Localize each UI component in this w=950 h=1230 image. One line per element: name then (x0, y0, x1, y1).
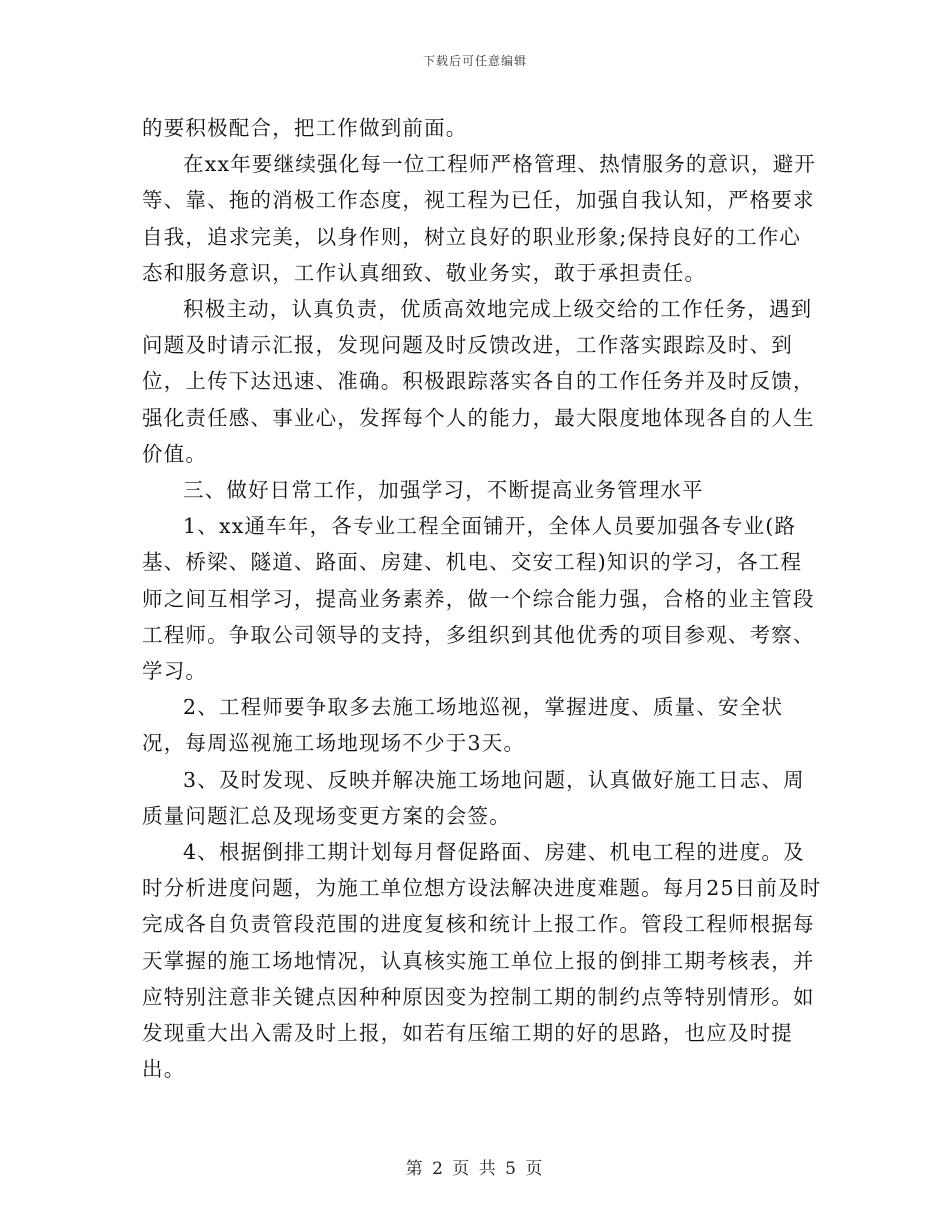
paragraph-continuation: 的要积极配合，把工作做到前面。 (142, 116, 468, 140)
paragraph-engineer-attitude: 在xx年要继续强化每一位工程师严格管理、热情服务的意识，避开等、靠、拖的消极工作态度，视工程为已任，加强自我认知，严格要求自我，追求完美，以身作则，树立良好的职业形象;保持良好的工作心态和服务意识，工作认真细致、敬业务实，敢于承担责任。 (142, 152, 817, 285)
page-number-footer: 第 2 页 共 5 页 (405, 1159, 545, 1179)
section-heading-daily-work: 三、做好日常工作，加强学习，不断提高业务管理水平 (183, 478, 704, 503)
list-item-2-site-inspection: 2、工程师要争取多去施工场地巡视，掌握进度、质量、安全状况，每周巡视施工场地现场不少于3天。 (142, 695, 784, 756)
list-item-3-site-problems: 3、及时发现、反映并解决施工场地问题，认真做好施工日志、周质量问题汇总及现场变更方案的会签。 (142, 767, 805, 828)
paragraph-proactive: 积极主动，认真负责，优质高效地完成上级交给的工作任务，遇到问题及时请示汇报，发现问题及时反馈改进，工作落实跟踪及时、到位，上传下达迅速、准确。积极跟踪落实各自的工作任务并及时反馈，强化责任感、事业心，发挥每个人的能力，最大限度地体现各自的人生价值。 (142, 297, 815, 466)
page-header: 下载后可任意编辑 (422, 54, 527, 68)
list-item-4-schedule: 4、根据倒排工期计划每月督促路面、房建、机电工程的进度。及时分析进度问题，为施工单位想方设法解决进度难题。每月25日前及时完成各自负责管段范围的进度复核和统计上报工作。管段工程师根据每天掌握的施工场地情况，认真核实施工单位上报的倒排工期考核表，并应特别注意非关键点因种种原因变为控制工期的制约点等特别情形。如发现重大出入需及时上报，如若有压缩工期的好的思路，也应及时提出。 (142, 840, 822, 1082)
document-body (142, 110, 822, 1087)
list-item-1-learning: 1、xx通车年，各专业工程全面铺开，全体人员要加强各专业(路基、桥梁、隧道、路面、房建、机电、交安工程)知识的学习，各工程师之间互相学习，提高业务素养，做一个综合能力强，合格的业主管段工程师。争取公司领导的支持，多组织到其他优秀的项目参观、考察、学习。 (142, 514, 815, 684)
